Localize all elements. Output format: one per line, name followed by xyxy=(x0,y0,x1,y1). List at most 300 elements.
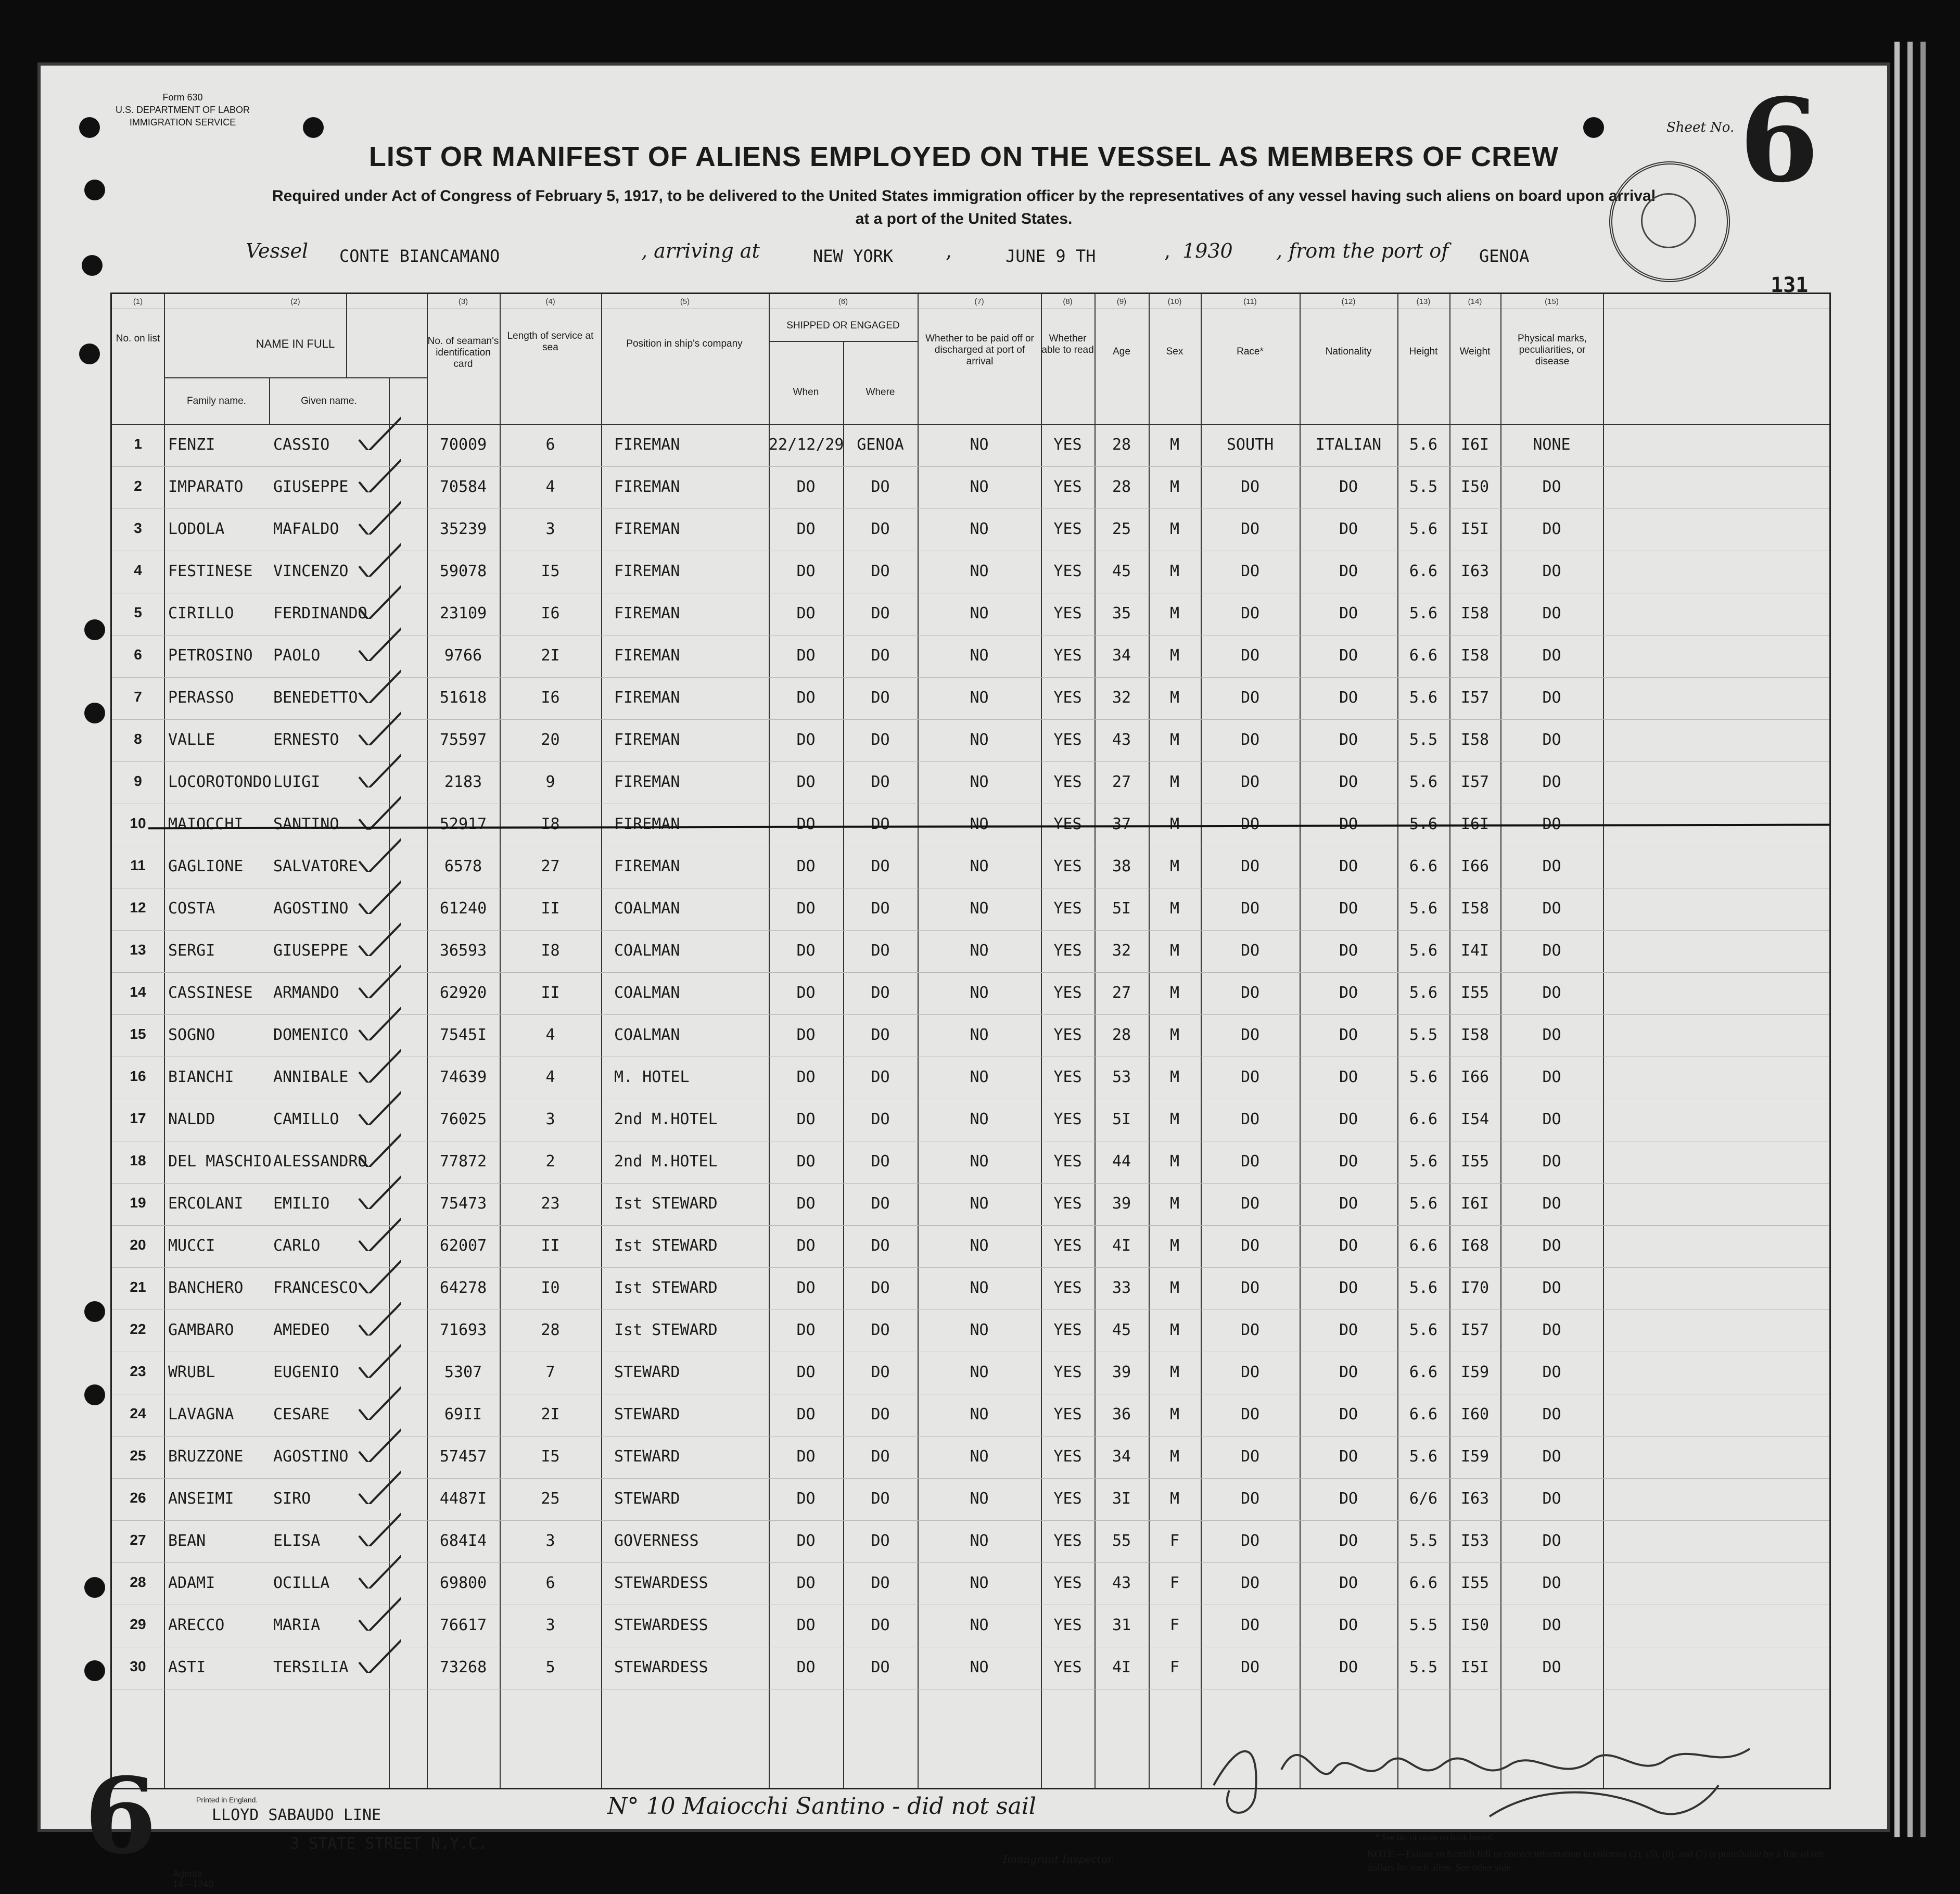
cell-card: 51618 xyxy=(439,689,487,707)
check-mark xyxy=(354,1167,401,1209)
cell-position: GOVERNESS xyxy=(614,1532,699,1550)
header-length-service: Length of service at sea xyxy=(507,331,594,353)
cell-where: DO xyxy=(871,1574,890,1592)
cell-weight: I58 xyxy=(1460,646,1490,665)
cell-height: 5.5 xyxy=(1409,731,1438,749)
col-number-5: (5) xyxy=(680,297,690,306)
cell-given: VINCENZO xyxy=(273,562,349,580)
col-number-7: (7) xyxy=(974,297,984,306)
header-paid-off: Whether to be paid off or discharged at port of arrival xyxy=(925,333,1034,367)
cell-read: YES xyxy=(1053,1068,1082,1086)
cell-height: 5.5 xyxy=(1409,478,1438,496)
cell-paid: NO xyxy=(970,1194,989,1213)
cell-where: DO xyxy=(871,1405,890,1423)
cell-given: EMILIO xyxy=(273,1194,330,1213)
cell-where: DO xyxy=(871,942,890,960)
cell-position: STEWARDESS xyxy=(614,1658,708,1676)
handwritten-note: N° 10 Maiocchi Santino - did not sail xyxy=(607,1793,1036,1820)
cell-position: COALMAN xyxy=(614,984,680,1002)
cell-nat: ITALIAN xyxy=(1315,436,1382,454)
cell-position: FIREMAN xyxy=(614,604,680,622)
cell-read: YES xyxy=(1053,1447,1082,1466)
cell-service: 3 xyxy=(545,520,555,538)
vessel-label: Vessel xyxy=(246,239,309,262)
cell-no: 20 xyxy=(130,1237,146,1253)
header-when: When xyxy=(793,387,819,398)
cell-sex: M xyxy=(1169,1279,1180,1297)
cell-given: AMEDEO xyxy=(273,1321,330,1339)
cell-where: DO xyxy=(871,1068,890,1086)
cell-weight: I57 xyxy=(1460,1321,1490,1339)
col-number-13: (13) xyxy=(1416,297,1431,306)
cell-race: DO xyxy=(1240,1068,1260,1086)
cell-read: YES xyxy=(1053,942,1082,960)
cell-card: 5307 xyxy=(444,1363,482,1381)
cell-service: I5 xyxy=(541,562,560,580)
binder-hole xyxy=(79,117,100,138)
cell-race: DO xyxy=(1240,478,1260,496)
header-able-read: Whether able to read xyxy=(1041,333,1094,355)
cell-sex: M xyxy=(1169,1068,1180,1086)
binder-hole xyxy=(84,619,105,640)
cell-sex: M xyxy=(1169,1237,1180,1255)
cell-when: DO xyxy=(796,942,816,960)
cell-age: 43 xyxy=(1112,1574,1131,1592)
cell-family: NALDD xyxy=(168,1110,215,1128)
cell-family: SOGNO xyxy=(168,1026,215,1044)
cell-service: 2I xyxy=(541,1405,560,1423)
cell-where: DO xyxy=(871,1237,890,1255)
cell-weight: I66 xyxy=(1460,857,1490,875)
cell-sex: M xyxy=(1169,604,1180,622)
cell-card: 7545I xyxy=(439,1026,487,1044)
cell-paid: NO xyxy=(970,1026,989,1044)
cell-position: Ist STEWARD xyxy=(614,1279,718,1297)
cell-when: DO xyxy=(796,1363,816,1381)
arrival-year: 1930 xyxy=(1182,239,1233,262)
cell-family: ADAMI xyxy=(168,1574,215,1592)
sheet-mark-large: 6 xyxy=(84,1755,157,1877)
cell-height: 5.6 xyxy=(1409,1447,1438,1466)
cell-card: 61240 xyxy=(439,899,487,918)
cell-no: 11 xyxy=(130,857,146,873)
cell-card: 62920 xyxy=(439,984,487,1002)
cell-height: 5.6 xyxy=(1409,1152,1438,1171)
cell-where: DO xyxy=(871,773,890,791)
cell-service: 3 xyxy=(545,1616,555,1634)
cell-position: COALMAN xyxy=(614,942,680,960)
cell-height: 5.6 xyxy=(1409,689,1438,707)
cell-when: DO xyxy=(796,815,816,833)
vessel-line xyxy=(246,239,308,262)
cell-marks: DO xyxy=(1542,1237,1561,1255)
cell-race: DO xyxy=(1240,1616,1260,1634)
cell-when: DO xyxy=(796,1026,816,1044)
cell-where: DO xyxy=(871,1026,890,1044)
cell-service: I6 xyxy=(541,604,560,622)
cell-when: DO xyxy=(796,857,816,875)
arriving-label-wrap xyxy=(641,239,760,262)
cell-marks: DO xyxy=(1542,1574,1561,1592)
cell-read: YES xyxy=(1053,604,1082,622)
cell-marks: DO xyxy=(1542,1658,1561,1676)
header-given-name: Given name. xyxy=(301,396,357,406)
cell-age: 32 xyxy=(1112,942,1131,960)
department-name: U.S. DEPARTMENT OF LABOR xyxy=(116,105,250,115)
cell-where: DO xyxy=(871,857,890,875)
cell-no: 8 xyxy=(134,731,142,747)
cell-marks: DO xyxy=(1542,604,1561,622)
cell-race: DO xyxy=(1240,1237,1260,1255)
cell-no: 19 xyxy=(130,1194,146,1211)
cell-age: 34 xyxy=(1112,646,1131,665)
cell-sex: M xyxy=(1169,646,1180,665)
cell-when: DO xyxy=(796,1574,816,1592)
cell-service: 4 xyxy=(545,478,555,496)
cell-family: ANSEIMI xyxy=(168,1490,234,1508)
cell-nat: DO xyxy=(1339,1616,1358,1634)
cell-given: DOMENICO xyxy=(273,1026,349,1044)
cell-weight: I55 xyxy=(1460,984,1490,1002)
header-name-in-full: NAME IN FULL xyxy=(256,337,335,350)
cell-paid: NO xyxy=(970,689,989,707)
cell-paid: NO xyxy=(970,1490,989,1508)
cell-no: 29 xyxy=(130,1616,146,1632)
cell-paid: NO xyxy=(970,857,989,875)
cell-position: STEWARD xyxy=(614,1363,680,1381)
cell-card: 70009 xyxy=(439,436,487,454)
cell-card: 36593 xyxy=(439,942,487,960)
cell-sex: M xyxy=(1169,942,1180,960)
cell-sex: M xyxy=(1169,1194,1180,1213)
cell-age: 55 xyxy=(1112,1532,1131,1550)
document-title: LIST OR MANIFEST OF ALIENS EMPLOYED ON THE VESSEL AS MEMBERS OF CREW xyxy=(368,141,1559,172)
cell-card: 74639 xyxy=(439,1068,487,1086)
check-mark xyxy=(354,619,401,661)
cell-sex: M xyxy=(1169,1363,1180,1381)
cell-marks: DO xyxy=(1542,1405,1561,1423)
cell-when: DO xyxy=(796,1658,816,1676)
cell-read: YES xyxy=(1053,1616,1082,1634)
cell-card: 69II xyxy=(444,1405,482,1423)
cell-age: 27 xyxy=(1112,984,1131,1002)
cell-read: YES xyxy=(1053,646,1082,665)
cell-nat: DO xyxy=(1339,1279,1358,1297)
cell-position: FIREMAN xyxy=(614,520,680,538)
cell-card: 75473 xyxy=(439,1194,487,1213)
cell-age: 35 xyxy=(1112,604,1131,622)
cell-where: DO xyxy=(871,1490,890,1508)
cell-race: DO xyxy=(1240,1279,1260,1297)
cell-service: 5 xyxy=(545,1658,555,1676)
cell-when: DO xyxy=(796,478,816,496)
cell-service: 25 xyxy=(541,1490,560,1508)
cell-service: 9 xyxy=(545,773,555,791)
cell-no: 2 xyxy=(134,478,142,494)
cell-height: 6.6 xyxy=(1409,1363,1438,1381)
cell-no: 15 xyxy=(130,1026,146,1042)
cell-nat: DO xyxy=(1339,1068,1358,1086)
cell-card: 9766 xyxy=(444,646,482,665)
sheet-number: 6 xyxy=(1739,73,1819,208)
from-label-wrap xyxy=(1276,239,1448,262)
cell-given: ERNESTO xyxy=(273,731,339,749)
cell-when: DO xyxy=(796,1532,816,1550)
arriving-port-wrap xyxy=(813,244,893,266)
cell-age: 25 xyxy=(1112,520,1131,538)
header-where: Where xyxy=(866,387,895,398)
cell-sex: M xyxy=(1169,857,1180,875)
col-number-2: (2) xyxy=(290,297,300,306)
cell-where: DO xyxy=(871,478,890,496)
cell-sex: M xyxy=(1169,1447,1180,1466)
cell-marks: DO xyxy=(1542,1279,1561,1297)
cell-read: YES xyxy=(1053,689,1082,707)
cell-position: STEWARD xyxy=(614,1447,680,1466)
check-mark xyxy=(354,1336,401,1378)
cell-race: DO xyxy=(1240,899,1260,918)
cell-service: 6 xyxy=(545,436,555,454)
cell-marks: DO xyxy=(1542,857,1561,875)
cell-no: 18 xyxy=(130,1152,146,1168)
cell-family: LOCOROTONDO xyxy=(168,773,272,791)
cell-no: 30 xyxy=(130,1658,146,1674)
cell-paid: NO xyxy=(970,899,989,918)
check-mark xyxy=(354,1420,401,1462)
cell-paid: NO xyxy=(970,773,989,791)
check-mark xyxy=(354,957,401,998)
cell-marks: DO xyxy=(1542,689,1561,707)
cell-when: DO xyxy=(796,1110,816,1128)
form-identification xyxy=(116,91,250,129)
cell-when: DO xyxy=(796,899,816,918)
cell-card: 57457 xyxy=(439,1447,487,1466)
binder-hole xyxy=(84,703,105,723)
cell-where: DO xyxy=(871,1194,890,1213)
cell-service: I6 xyxy=(541,689,560,707)
cell-race: DO xyxy=(1240,1194,1260,1213)
cell-no: 26 xyxy=(130,1490,146,1506)
cell-family: MUCCI xyxy=(168,1237,215,1255)
cell-read: YES xyxy=(1053,1194,1082,1213)
sheet-label: Sheet No. xyxy=(1666,120,1735,135)
cell-card: 76617 xyxy=(439,1616,487,1634)
header-nationality: Nationality xyxy=(1325,346,1372,357)
cell-sex: M xyxy=(1169,731,1180,749)
cell-paid: NO xyxy=(970,436,989,454)
cell-nat: DO xyxy=(1339,478,1358,496)
cell-position: FIREMAN xyxy=(614,773,680,791)
cell-given: GIUSEPPE xyxy=(273,942,349,960)
arrival-date: JUNE 9 TH xyxy=(1006,246,1096,266)
cell-marks: NONE xyxy=(1533,436,1571,454)
check-mark xyxy=(354,1463,401,1504)
cell-service: I5 xyxy=(541,1447,560,1466)
from-port: GENOA xyxy=(1479,246,1530,266)
cell-given: ELISA xyxy=(273,1532,321,1550)
penalty-note: NOTE.—Failure to furnish full or correct information in columns (2), (5), (6), and (7) is punishable by a fine of ten dollars for each alien. See other side. xyxy=(1367,1849,1824,1873)
cell-height: 5.6 xyxy=(1409,1068,1438,1086)
cell-weight: I55 xyxy=(1460,1152,1490,1171)
cell-age: 37 xyxy=(1112,815,1131,833)
cell-card: 62007 xyxy=(439,1237,487,1255)
cell-nat: DO xyxy=(1339,773,1358,791)
cell-weight: I5I xyxy=(1460,1658,1490,1676)
cell-position: 2nd M.HOTEL xyxy=(614,1110,718,1128)
cell-given: ARMANDO xyxy=(273,984,339,1002)
cell-height: 6.6 xyxy=(1409,1237,1438,1255)
header-physical-marks: Physical marks, peculiarities, or disease xyxy=(1517,333,1587,367)
cell-height: 6.6 xyxy=(1409,1405,1438,1423)
binder-hole xyxy=(82,255,103,276)
cell-no: 5 xyxy=(134,604,142,620)
cell-marks: DO xyxy=(1542,1532,1561,1550)
col-number-6: (6) xyxy=(838,297,848,306)
cell-weight: I6I xyxy=(1460,436,1490,454)
cell-position: Ist STEWARD xyxy=(614,1194,718,1213)
cell-family: GAMBARO xyxy=(168,1321,234,1339)
cell-sex: M xyxy=(1169,436,1180,454)
cell-height: 5.6 xyxy=(1409,899,1438,918)
cell-paid: NO xyxy=(970,1405,989,1423)
cell-height: 5.6 xyxy=(1409,436,1438,454)
cell-read: YES xyxy=(1053,1405,1082,1423)
cell-race: DO xyxy=(1240,773,1260,791)
cell-nat: DO xyxy=(1339,1532,1358,1550)
cell-marks: DO xyxy=(1542,984,1561,1002)
cell-no: 16 xyxy=(130,1068,146,1084)
cell-no: 14 xyxy=(130,984,146,1000)
col-number-15: (15) xyxy=(1545,297,1559,306)
check-mark xyxy=(354,451,401,492)
cell-race: DO xyxy=(1240,520,1260,538)
comma-2: , xyxy=(1164,239,1171,262)
cell-service: 4 xyxy=(545,1068,555,1086)
cell-position: STEWARD xyxy=(614,1490,680,1508)
cell-height: 5.6 xyxy=(1409,604,1438,622)
cell-race: DO xyxy=(1240,984,1260,1002)
cell-nat: DO xyxy=(1339,646,1358,665)
cell-family: COSTA xyxy=(168,899,215,918)
cell-nat: DO xyxy=(1339,1321,1358,1339)
cell-sex: M xyxy=(1169,689,1180,707)
cell-service: 28 xyxy=(541,1321,560,1339)
arriving-port: NEW YORK xyxy=(813,246,894,266)
cell-where: DO xyxy=(871,1658,890,1676)
cell-marks: DO xyxy=(1542,731,1561,749)
shipped-header-rule xyxy=(769,341,918,342)
cell-nat: DO xyxy=(1339,604,1358,622)
cell-age: 44 xyxy=(1112,1152,1131,1171)
cell-sex: M xyxy=(1169,815,1180,833)
cell-when: 22/12/29 xyxy=(769,436,844,454)
header-position: Position in ship's company xyxy=(626,338,743,349)
cell-height: 6.6 xyxy=(1409,857,1438,875)
cell-where: DO xyxy=(871,1532,890,1550)
cell-read: YES xyxy=(1053,857,1082,875)
official-seal-stamp xyxy=(1609,161,1730,282)
cell-height: 5.6 xyxy=(1409,815,1438,833)
check-mark xyxy=(354,1631,401,1673)
cell-given: SALVATORE xyxy=(273,857,358,875)
cell-race: DO xyxy=(1240,604,1260,622)
cell-family: WRUBL xyxy=(168,1363,215,1381)
cell-age: 28 xyxy=(1112,436,1131,454)
cell-no: 17 xyxy=(130,1110,146,1126)
cell-paid: NO xyxy=(970,520,989,538)
cell-sex: M xyxy=(1169,773,1180,791)
cell-where: DO xyxy=(871,731,890,749)
check-mark xyxy=(354,704,401,745)
cell-sex: F xyxy=(1169,1532,1180,1550)
cell-where: DO xyxy=(871,562,890,580)
cell-service: 3 xyxy=(545,1532,555,1550)
cell-family: DEL MASCHIO xyxy=(168,1152,272,1171)
cell-paid: NO xyxy=(970,1363,989,1381)
cell-height: 5.6 xyxy=(1409,1194,1438,1213)
cell-nat: DO xyxy=(1339,1658,1358,1676)
cell-service: 27 xyxy=(541,857,560,875)
cell-family: BIANCHI xyxy=(168,1068,234,1086)
cell-paid: NO xyxy=(970,1237,989,1255)
cell-where: GENOA xyxy=(857,436,904,454)
check-mark xyxy=(354,1041,401,1083)
check-mark xyxy=(354,1125,401,1167)
service-name: IMMIGRATION SERVICE xyxy=(129,117,236,128)
cell-race: DO xyxy=(1240,1321,1260,1339)
check-mark xyxy=(354,914,401,956)
race-footnote: * See list of races on back hereof. xyxy=(1375,1832,1495,1842)
cell-when: DO xyxy=(796,646,816,665)
cell-height: 6/6 xyxy=(1409,1490,1438,1508)
cell-sex: M xyxy=(1169,1321,1180,1339)
cell-read: YES xyxy=(1053,1321,1082,1339)
cell-marks: DO xyxy=(1542,815,1561,833)
cell-position: Ist STEWARD xyxy=(614,1321,718,1339)
cell-age: 27 xyxy=(1112,773,1131,791)
check-mark xyxy=(354,662,401,703)
cell-weight: I4I xyxy=(1460,942,1490,960)
cell-height: 5.6 xyxy=(1409,984,1438,1002)
cell-race: DO xyxy=(1240,731,1260,749)
cell-no: 28 xyxy=(130,1574,146,1590)
cell-no: 22 xyxy=(130,1321,146,1337)
cell-card: 71693 xyxy=(439,1321,487,1339)
cell-paid: NO xyxy=(970,646,989,665)
cell-when: DO xyxy=(796,731,816,749)
check-mark xyxy=(354,1505,401,1546)
cell-weight: I58 xyxy=(1460,899,1490,918)
cell-no: 21 xyxy=(130,1279,146,1295)
check-mark xyxy=(354,872,401,914)
cell-marks: DO xyxy=(1542,562,1561,580)
header-sex: Sex xyxy=(1166,346,1183,357)
cell-race: DO xyxy=(1240,1363,1260,1381)
cell-no: 4 xyxy=(134,562,142,578)
col-number-11: (11) xyxy=(1243,297,1257,306)
cell-paid: NO xyxy=(970,1658,989,1676)
cell-when: DO xyxy=(796,1237,816,1255)
cell-card: 59078 xyxy=(439,562,487,580)
cell-age: 4I xyxy=(1112,1658,1131,1676)
cell-read: YES xyxy=(1053,1237,1082,1255)
cell-where: DO xyxy=(871,1447,890,1466)
cell-card: 6578 xyxy=(444,857,482,875)
cell-position: FIREMAN xyxy=(614,857,680,875)
col-number-1: (1) xyxy=(133,297,143,306)
cell-height: 5.6 xyxy=(1409,773,1438,791)
cell-age: 3I xyxy=(1112,1490,1131,1508)
